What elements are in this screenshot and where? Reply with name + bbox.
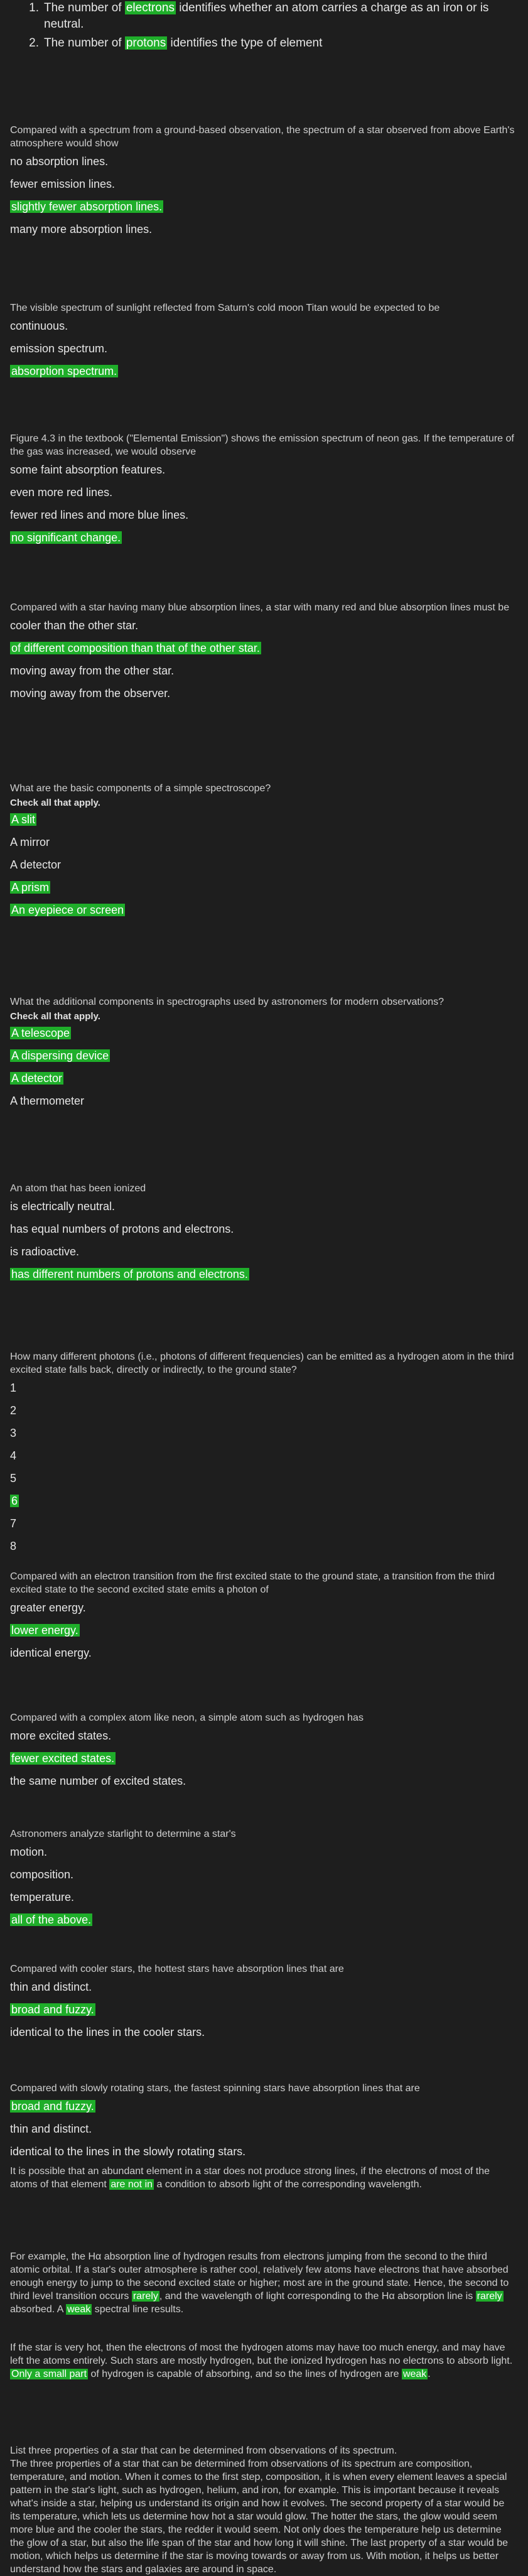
intro-list bbox=[21, 0, 517, 54]
answer-option[interactable] bbox=[10, 1199, 516, 1214]
paragraph-text: For example, the Hα absorption line of hydrogen results from electrons jumping from the second to the third atomic orbital. If a star's outer atmosphere is rather cool, relatively few atoms have electrons that have absorbed enough energy to jump to the second excited state or higher; most are in the ground state. Hence, the second to third level transition occurs bbox=[10, 2251, 509, 2302]
answer-option-label: composition. bbox=[10, 1868, 74, 1881]
question-text: Compared with a spectrum from a ground-based observation, the spectrum of a star observed from above Earth's atmosphere would show bbox=[10, 125, 515, 149]
answer-option[interactable] bbox=[10, 341, 516, 356]
answer-option-selected[interactable] bbox=[10, 641, 516, 656]
answer-option-label: A prism bbox=[11, 881, 50, 894]
answer-option-label: broad and fuzzy. bbox=[11, 2003, 94, 2016]
question-block bbox=[10, 1711, 516, 1796]
question-block bbox=[10, 1182, 516, 1289]
answer-option-label: moving away from the other star. bbox=[10, 664, 175, 677]
answer-option-label: thin and distinct. bbox=[10, 2123, 92, 2135]
answer-option-label: fewer emission lines. bbox=[10, 178, 116, 190]
question-block bbox=[10, 432, 516, 553]
answer-option-label: An eyepiece or screen bbox=[11, 904, 124, 916]
question-text: Compared with a complex atom like neon, a simple atom such as hydrogen has bbox=[10, 1713, 364, 1723]
question-text: Figure 4.3 in the textbook ("Elemental Emission") shows the emission spectrum of neon gas. If the temperature of the gas was increased, we would observe bbox=[10, 433, 514, 457]
answer-option[interactable] bbox=[10, 1979, 516, 1994]
answer-option-label: identical energy. bbox=[10, 1647, 92, 1659]
answer-option-label: some faint absorption features. bbox=[10, 463, 166, 476]
answer-option-label: has equal numbers of protons and electrons. bbox=[10, 1223, 234, 1235]
answer-option-label: even more red lines. bbox=[10, 486, 113, 499]
paragraph-text: absorbed. A bbox=[10, 2304, 66, 2315]
intro-item: 2. The number of protons identifies the type of element bbox=[29, 36, 323, 50]
answer-option[interactable] bbox=[10, 1773, 516, 1789]
answer-option-selected[interactable] bbox=[10, 812, 516, 827]
answer-option-selected[interactable] bbox=[10, 199, 516, 214]
question-text: Compared with slowly rotating stars, the fastest spinning stars have absorption lines that are bbox=[10, 2083, 420, 2094]
answer-option-label: all of the above. bbox=[11, 1913, 92, 1926]
answer-option-label: 6 bbox=[11, 1495, 18, 1507]
paragraph-text: The three properties of a star that can be determined from observations of its spectrum are composition, temperature, and motion. When it comes to the first step, composition, it is when every element leaves a special pattern in the star's light, such as hydrogen, helium, and iron, for example. This is important because it reveals what's inside a star, helping us understand its origin and how it evolves. The second property of a star would be its temperature, which lets us determine how hot a star would glow. The hotter the stars, the glow would seem more blue and the cooler the stars, the redder it would seem. Not only does the temperature help us determine the glow of a star, but also the life span of the star and how long it will shine. The last property of a star would be motion, which helps us determine if the star is moving towards or away from us. With motion, it helps us better understand how the stars and galaxies are around in space. bbox=[10, 2459, 509, 2575]
answer-option-label: thin and distinct. bbox=[10, 1981, 92, 1993]
answer-option-selected[interactable] bbox=[10, 1048, 516, 1063]
answer-option-label: greater energy. bbox=[10, 1601, 86, 1614]
answer-option-label: has different numbers of protons and electrons. bbox=[11, 1268, 248, 1280]
answer-option-label: is electrically neutral. bbox=[10, 1200, 116, 1213]
answer-option-label: A slit bbox=[11, 813, 36, 826]
question-block bbox=[10, 124, 516, 244]
question-block bbox=[10, 1570, 516, 1668]
answer-option-label: fewer excited states. bbox=[11, 1752, 115, 1765]
answer-option-selected[interactable] bbox=[10, 1751, 516, 1766]
answer-option-label: A thermometer bbox=[10, 1095, 85, 1107]
highlight: protons bbox=[126, 36, 166, 50]
answer-option[interactable] bbox=[10, 1539, 516, 1554]
answer-option-selected[interactable] bbox=[10, 2002, 516, 2017]
answer-option-label: 1 bbox=[10, 1382, 17, 1394]
intro-item: 1. The number of electrons identifies whether an atom carries a charge as an iron or is neutral. bbox=[29, 1, 489, 31]
answer-option-label: A dispersing device bbox=[11, 1049, 109, 1062]
highlight: Only a small part bbox=[11, 2369, 87, 2379]
answer-option[interactable] bbox=[10, 318, 516, 333]
question-text: Compared with an electron transition from the first excited state to the ground state, a transition from the third excited state to the second excited state emits a photon of bbox=[10, 1571, 495, 1595]
question-block bbox=[10, 1350, 516, 1561]
paragraph-text: of hydrogen is capable of absorbing, and so the lines of hydrogen are bbox=[88, 2369, 402, 2379]
question-block bbox=[10, 782, 516, 925]
highlight: rarely bbox=[132, 2291, 158, 2302]
highlight: electrons bbox=[126, 1, 175, 14]
question-block bbox=[10, 1962, 516, 2047]
question-block bbox=[10, 601, 516, 708]
question-block bbox=[10, 301, 516, 386]
question-block bbox=[10, 1827, 516, 1935]
answer-option-selected[interactable] bbox=[10, 1026, 516, 1041]
answer-option[interactable] bbox=[10, 1244, 516, 1259]
answer-option-selected[interactable] bbox=[10, 1267, 516, 1282]
answer-option[interactable] bbox=[10, 857, 516, 872]
question-text: An atom that has been ionized bbox=[10, 1183, 146, 1194]
answer-option-label: cooler than the other star. bbox=[10, 619, 139, 632]
answer-option[interactable] bbox=[10, 1471, 516, 1486]
answer-option-label: emission spectrum. bbox=[10, 342, 108, 355]
question-instruction: Check all that apply. bbox=[10, 1011, 100, 1022]
question-block bbox=[10, 2082, 516, 2167]
answer-option-label: 2 bbox=[10, 1404, 17, 1417]
explanation-paragraph bbox=[10, 2250, 516, 2316]
highlight: weak bbox=[67, 2304, 91, 2315]
answer-option-label: A detector bbox=[11, 1072, 63, 1085]
answer-option[interactable] bbox=[10, 835, 516, 850]
answer-option-selected[interactable] bbox=[10, 1623, 516, 1638]
answer-option[interactable] bbox=[10, 1516, 516, 1531]
answer-option-selected[interactable] bbox=[10, 1912, 516, 1927]
highlight: weak bbox=[402, 2369, 427, 2379]
explanation-paragraph bbox=[10, 2165, 516, 2191]
answer-option-label: motion. bbox=[10, 1846, 48, 1858]
highlight: are not in bbox=[110, 2179, 153, 2190]
answer-option-label: 3 bbox=[10, 1427, 17, 1439]
answer-option-label: absorption spectrum. bbox=[11, 365, 117, 377]
answer-option-label: 5 bbox=[10, 1472, 17, 1485]
question-text: How many different photons (i.e., photons of different frequencies) can be emitted as a hydrogen atom in the third excited state falls back, directly or indirectly, to the ground state? bbox=[10, 1351, 514, 1375]
answer-option[interactable] bbox=[10, 2025, 516, 2040]
answer-option-label: many more absorption lines. bbox=[10, 223, 153, 235]
answer-option-label: temperature. bbox=[10, 1891, 75, 1903]
answer-option[interactable] bbox=[10, 1600, 516, 1615]
answer-option[interactable] bbox=[10, 154, 516, 169]
answer-option[interactable] bbox=[10, 1426, 516, 1441]
answer-option[interactable] bbox=[10, 176, 516, 192]
answer-option[interactable] bbox=[10, 507, 516, 522]
answer-option[interactable] bbox=[10, 1867, 516, 1882]
paragraph-text: If the star is very hot, then the electrons of most the hydrogen atoms may have too much energy, and may have left the atoms entirely. Such stars are mostly hydrogen, but the ionized hydrogen has no electrons to absorb light. bbox=[10, 2342, 513, 2366]
answer-option-label: is radioactive. bbox=[10, 1245, 80, 1258]
paragraph-text: It is possible that an abundant element in a star does not produce strong lines, if the electrons of most of the atoms of that element bbox=[10, 2166, 490, 2190]
answer-option[interactable] bbox=[10, 462, 516, 477]
answer-option[interactable] bbox=[10, 1844, 516, 1859]
answer-option-label: fewer red lines and more blue lines. bbox=[10, 509, 189, 521]
question-instruction: Check all that apply. bbox=[10, 798, 100, 808]
answer-option-label: continuous. bbox=[10, 320, 68, 332]
answer-option-label: no absorption lines. bbox=[10, 155, 109, 168]
answer-option-label: 8 bbox=[10, 1540, 17, 1552]
answer-option-selected[interactable] bbox=[10, 2099, 516, 2114]
answer-option-label: no significant change. bbox=[11, 531, 121, 544]
highlight: rarely bbox=[477, 2291, 502, 2302]
question-block bbox=[10, 995, 516, 1116]
answer-option-label: lower energy. bbox=[11, 1624, 78, 1637]
question-text: Astronomers analyze starlight to determine a star's bbox=[10, 1829, 236, 1839]
question-text: What are the basic components of a simple spectroscope? bbox=[10, 783, 271, 794]
answer-option-label: A mirror bbox=[10, 836, 50, 848]
answer-option[interactable] bbox=[10, 1728, 516, 1743]
explanation-paragraph bbox=[10, 2444, 516, 2576]
answer-option[interactable] bbox=[10, 663, 516, 678]
question-text: The visible spectrum of sunlight reflected from Saturn's cold moon Titan would be expected to be bbox=[10, 303, 440, 313]
answer-option[interactable] bbox=[10, 1380, 516, 1395]
answer-option-label: 4 bbox=[10, 1449, 17, 1462]
answer-option-label: slightly fewer absorption lines. bbox=[11, 200, 163, 213]
answer-option[interactable] bbox=[10, 1890, 516, 1905]
answer-option[interactable] bbox=[10, 686, 516, 701]
paragraph-text: List three properties of a star that can be determined from observations of its spectrum. bbox=[10, 2445, 397, 2456]
answer-option[interactable] bbox=[10, 2144, 516, 2159]
answer-option-selected[interactable] bbox=[10, 364, 516, 379]
answer-option-label: more excited states. bbox=[10, 1729, 112, 1742]
answer-option-label: 7 bbox=[10, 1517, 17, 1530]
answer-option[interactable] bbox=[10, 1221, 516, 1237]
answer-option[interactable] bbox=[10, 1093, 516, 1108]
answer-option[interactable] bbox=[10, 222, 516, 237]
answer-option-label: identical to the lines in the slowly rotating stars. bbox=[10, 2145, 246, 2158]
question-text: Compared with cooler stars, the hottest stars have absorption lines that are bbox=[10, 1964, 344, 1974]
explanation-paragraph bbox=[10, 2341, 516, 2381]
paragraph-text: , and the wavelength of light corresponding to the Hα absorption line is bbox=[159, 2291, 476, 2302]
answer-option-label: moving away from the observer. bbox=[10, 687, 171, 700]
question-text: What the additional components in spectrographs used by astronomers for modern observations? bbox=[10, 997, 444, 1007]
answer-option-selected[interactable] bbox=[10, 530, 516, 545]
paragraph-text: . bbox=[428, 2369, 431, 2379]
answer-option-label: A telescope bbox=[11, 1027, 70, 1039]
paragraph-text: spectral line results. bbox=[92, 2304, 184, 2315]
answer-option-label: the same number of excited states. bbox=[10, 1775, 186, 1787]
answer-option-selected[interactable] bbox=[10, 902, 516, 917]
answer-option-selected[interactable] bbox=[10, 880, 516, 895]
answer-option-label: broad and fuzzy. bbox=[11, 2100, 94, 2113]
answer-option-label: identical to the lines in the cooler stars. bbox=[10, 2026, 205, 2038]
answer-option-label: A detector bbox=[10, 858, 62, 871]
answer-option[interactable] bbox=[10, 618, 516, 633]
answer-option-label: of different composition than that of the other star. bbox=[11, 642, 260, 654]
answer-option[interactable] bbox=[10, 1448, 516, 1463]
answer-option-selected[interactable] bbox=[10, 1493, 516, 1508]
paragraph-text: a condition to absorb light of the corresponding wavelength. bbox=[154, 2179, 422, 2190]
answer-option[interactable] bbox=[10, 2121, 516, 2136]
answer-option[interactable] bbox=[10, 1403, 516, 1418]
answer-option[interactable] bbox=[10, 485, 516, 500]
answer-option-selected[interactable] bbox=[10, 1071, 516, 1086]
question-text: Compared with a star having many blue absorption lines, a star with many red and blue absorption lines must be bbox=[10, 602, 510, 613]
answer-option[interactable] bbox=[10, 1645, 516, 1660]
